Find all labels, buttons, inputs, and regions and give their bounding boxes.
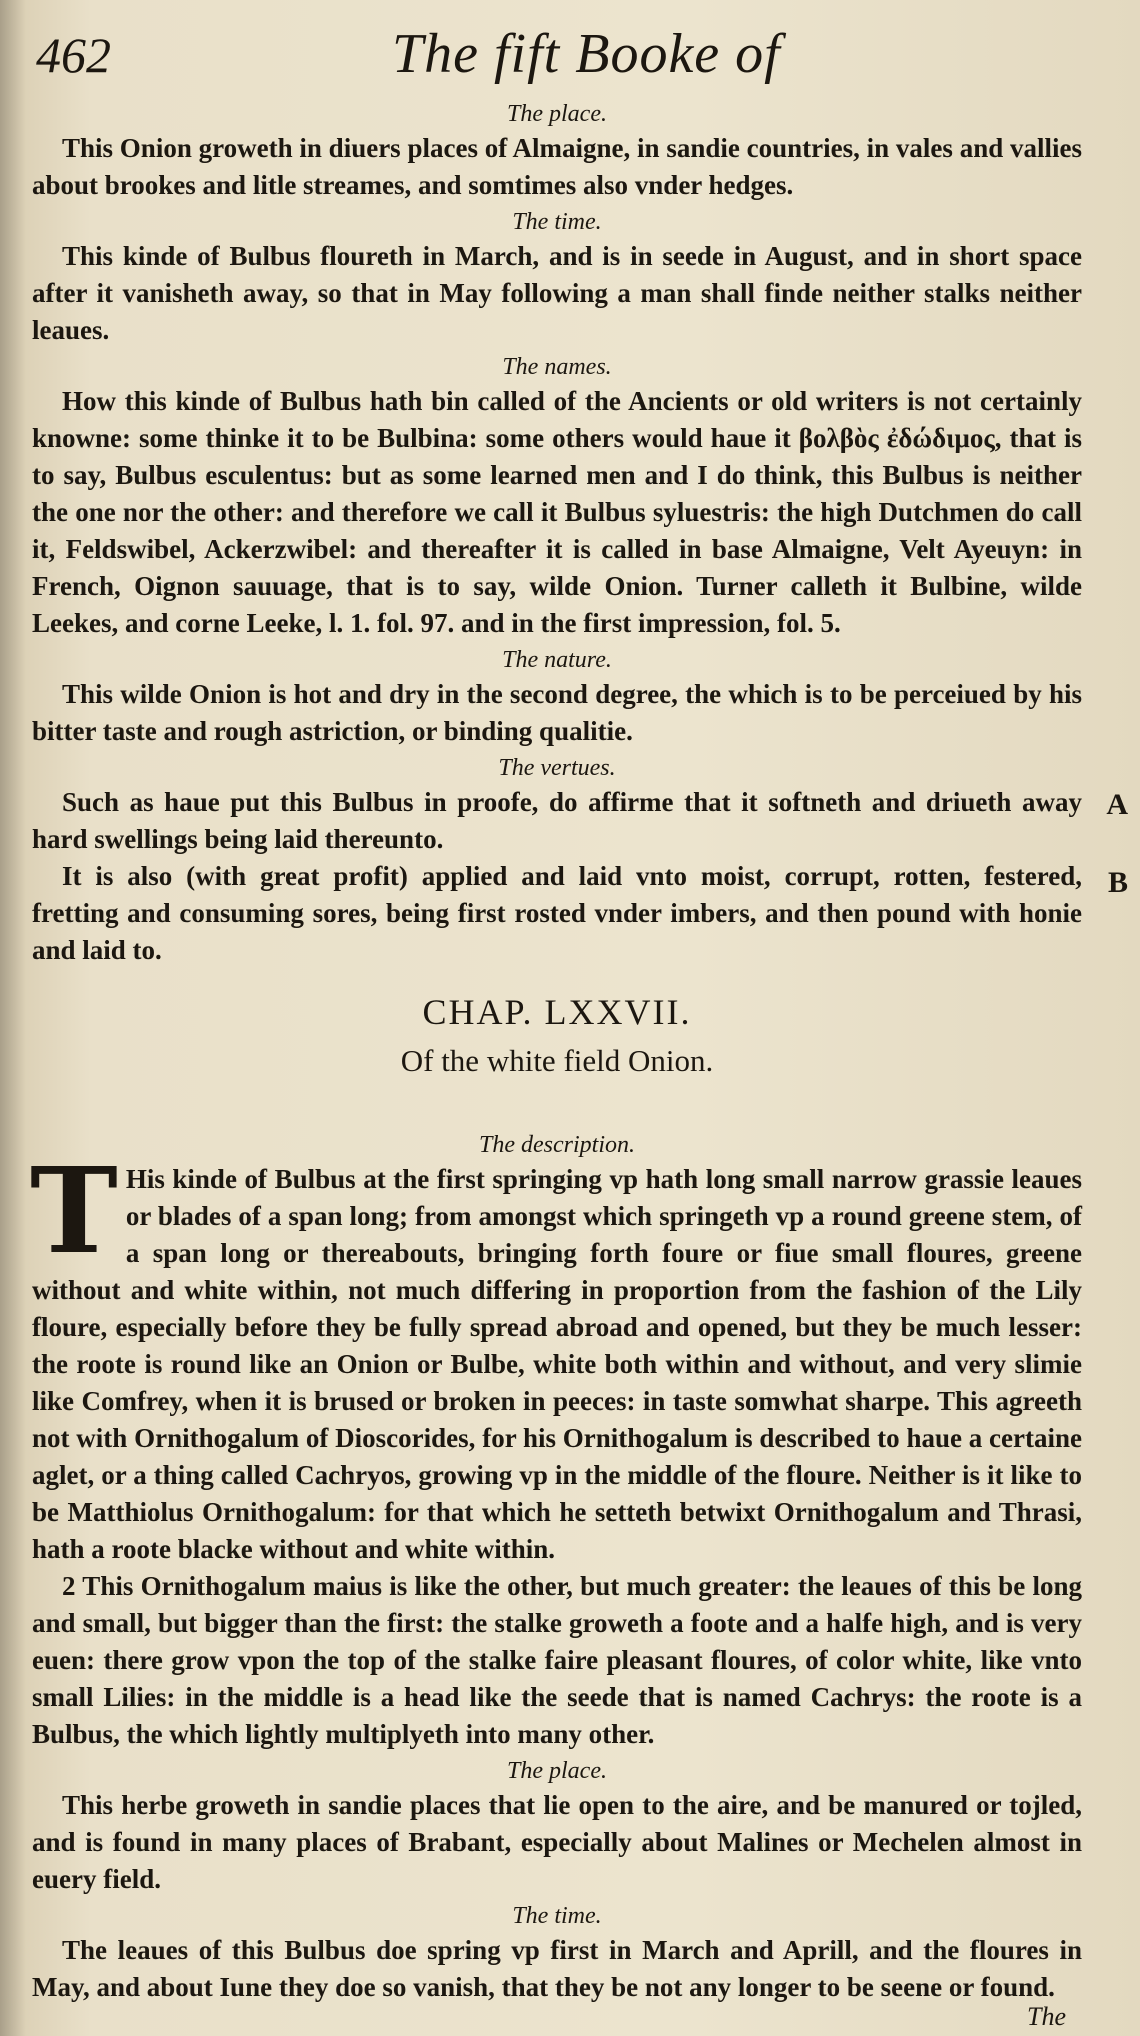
body-paragraph: Such as haue put this Bulbus in proofe, do affirme that it softneth and driueth away hard swellings being laid thereunto. (32, 787, 1082, 854)
body-paragraph: It is also (with great profit) applied and laid vnto moist, corrupt, rotten, festered, fretting and consuming sores, being first rosted vnder imbers, and then pound with honie and laid to. (32, 861, 1082, 965)
onion-section-nature (32, 646, 1082, 750)
chapter-title: CHAP. LXXVII. (422, 992, 692, 1032)
margin-letter-b: B (1107, 866, 1128, 899)
gutter-shadow (0, 0, 26, 2036)
body-paragraph: 2 This Ornithogalum maius is like the other, but much greater: the leaues of this be long and small, but bigger than the first: the stalke groweth a foote and a halfe high, and is very euen: there grow vpon the top of the stalke faire pleasant floures, of color white, like vnto small Lilies: in the middle is a head like the seede that is named Cachrys: the roote is a Bulbus, the which lightly multiplyeth into many other. (32, 1571, 1082, 1749)
body-paragraph: The leaues of this Bulbus doe spring vp first in March and Aprill, and the floures in May, and about Iune they doe so vanish, that they be not any longer to be seene or found. (32, 1935, 1082, 2002)
running-title: The fift Booke of (392, 23, 781, 85)
chapter-subtitle: Of the white field Onion. (400, 1043, 714, 1078)
margin-letter-a: A (1106, 788, 1128, 821)
white-onion-time (32, 1902, 1082, 2006)
section-heading: The description. (479, 1132, 635, 1158)
drop-cap: T (30, 1141, 118, 1280)
section-heading: The place. (507, 1758, 607, 1784)
vertue-a (32, 784, 1128, 858)
body-paragraph: This herbe groweth in sandie places that lie open to the aire, and be manured or tojled, and is found in many places of Brabant, especially about Malines or Mechelen almost in euery field. (32, 1790, 1082, 1894)
page-number: 462 (36, 27, 111, 83)
section-heading: The time. (512, 209, 602, 235)
section-heading: The names. (502, 354, 612, 380)
catchword: The (1027, 2002, 1066, 2031)
vertue-b (32, 858, 1128, 969)
onion-section-place (32, 100, 1082, 204)
onion-section-names (32, 353, 1082, 642)
white-onion-place (32, 1757, 1082, 1898)
body-paragraph: His kinde of Bulbus at the first springing vp hath long small narrow grassie leaues or blades of a span long; from amongst which springeth vp a round greene stem, of a span long or thereabouts, bringing forth foure or fiue small floures, greene without and white within, not much differing in proportion from the fashion of the Lily floure, especially before they be fully spread abroad and opened, but they be much lesser: the roote is round like an Onion or Bulbe, white both within and without, and very slimie like Comfrey, when it is brused or broken in peeces: in taste somwhat sharpe. This agreeth not with Ornithogalum of Dioscorides, for his Ornithogalum is described to haue a certaine aglet, or a thing called Cachryos, growing vp in the middle of the floure. Neither is it like to be Matthiolus Ornithogalum: for that which he setteth betwixt Ornithogalum and Thrasi, hath a roote blacke without and white within. (32, 1164, 1082, 1564)
page-header (32, 18, 1082, 96)
section-heading: The nature. (502, 647, 612, 673)
white-onion-description (32, 1131, 1082, 1753)
onion-section-vertues (32, 754, 1128, 969)
body-paragraph: This wilde Onion is hot and dry in the second degree, the which is to be perceiued by his bitter taste and rough astriction, or binding qualitie. (32, 679, 1082, 746)
body-paragraph: How this kinde of Bulbus hath bin called of the Ancients or old writers is not certainly knowne: some thinke it to be Bulbina: some others would haue it βολβὸς ἐδώδιμος, that is to say, Bulbus esculentus: but as some learned men and I do think, this Bulbus is neither the one nor the other: and therefore we call it Bulbus syluestris: the high Dutchmen do call it, Feldswibel, Ackerzwibel: and thereafter it is called in base Almaigne, Velt Ayeuyn: in French, Oignon sauuage, that is to say, wilde Onion. Turner calleth it Bulbine, wilde Leekes, and corne Leeke, l. 1. fol. 97. and in the first impression, fol. 5. (32, 386, 1082, 638)
section-heading: The place. (507, 101, 607, 127)
body-paragraph: This kinde of Bulbus floureth in March, and is in seede in August, and in short space after it vanisheth away, so that in May following a man shall finde neither stalks neither leaues. (32, 241, 1082, 345)
section-heading: The vertues. (498, 755, 616, 781)
onion-section-time (32, 208, 1082, 349)
section-heading: The time. (512, 1903, 602, 1929)
body-paragraph: This Onion groweth in diuers places of Almaigne, in sandie countries, in vales and vallies about brookes and litle streames, and somtimes also vnder hedges. (32, 133, 1082, 200)
